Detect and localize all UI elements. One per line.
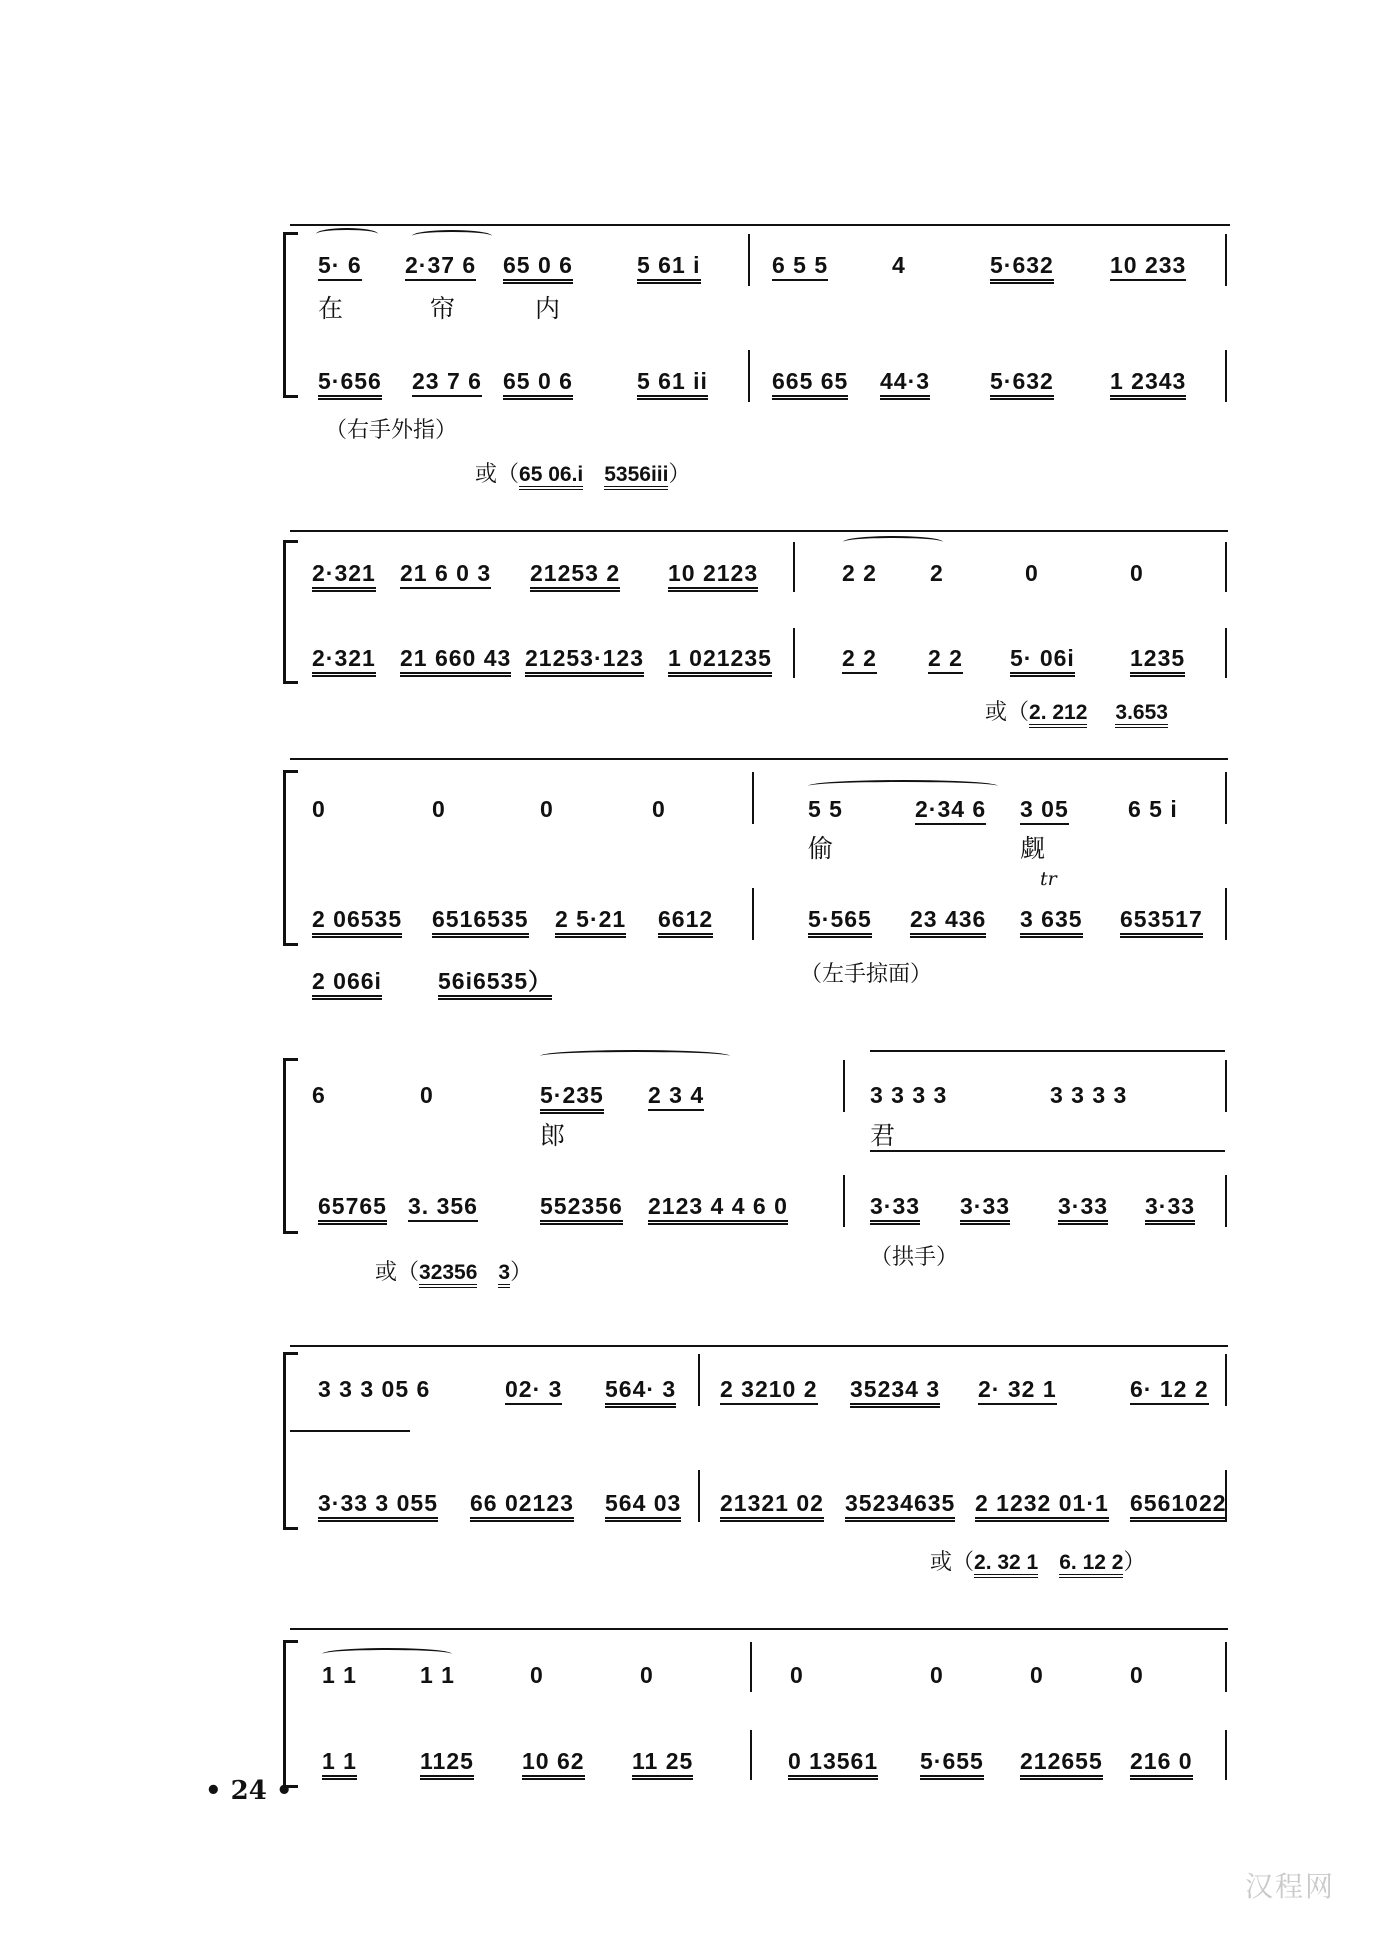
vocal-note: 2 3210 2 xyxy=(720,1376,818,1405)
vocal-note: 0 xyxy=(432,796,446,822)
vocal-note: 0 xyxy=(530,1662,544,1688)
lyric: 觑 xyxy=(1020,834,1046,863)
accomp-note: 23 436 xyxy=(910,906,986,938)
system-bracket xyxy=(283,232,298,398)
barline xyxy=(1225,350,1227,402)
vocal-note: 0 xyxy=(930,1662,944,1688)
alternate-passage: 或（2. 32 1 6. 12 2） xyxy=(930,1550,1145,1576)
accomp-note: 3. 356 xyxy=(408,1193,478,1222)
barline xyxy=(843,1060,845,1112)
lyric: 郎 xyxy=(540,1121,566,1150)
accomp-note: 1 021235 xyxy=(668,645,772,677)
accomp-note: 2 5·21 xyxy=(555,906,626,938)
performance-note: （右手外指） xyxy=(325,418,458,443)
vocal-note: 02· 3 xyxy=(505,1376,562,1405)
vocal-note: 5·632 xyxy=(990,252,1054,284)
vocal-note: 35234 3 xyxy=(850,1376,940,1408)
vocal-note: 3 3 3 3 xyxy=(1050,1082,1128,1108)
barline xyxy=(793,628,795,678)
accomp-note: 11 25 xyxy=(632,1748,693,1780)
vocal-note: 2·321 xyxy=(312,560,376,592)
accomp-note: 3·33 3 055 xyxy=(318,1490,438,1522)
vocal-note: 6 xyxy=(312,1082,326,1108)
vocal-note: 21 6 0 3 xyxy=(400,560,491,589)
accomp-note: 35234635 xyxy=(845,1490,955,1522)
accomp-note: 564 03 xyxy=(605,1490,681,1522)
vocal-note: 0 xyxy=(652,796,666,822)
vocal-note: 5·235 xyxy=(540,1082,604,1114)
accomp-note: 23 7 6 xyxy=(412,368,482,397)
trill-mark: tr xyxy=(1040,868,1057,890)
accomp-note: 5·565 xyxy=(808,906,872,938)
performance-note: （左手掠面） xyxy=(800,962,933,987)
barline xyxy=(1225,542,1227,592)
vocal-note: 0 xyxy=(790,1662,804,1688)
system-top-line xyxy=(290,758,1228,760)
vocal-note: 1 1 xyxy=(420,1662,455,1688)
accomp-note: 44·3 xyxy=(880,368,930,400)
barline xyxy=(1225,1642,1227,1692)
vocal-note: 2·34 6 xyxy=(915,796,986,825)
vocal-note: 0 xyxy=(1130,1662,1144,1688)
system-bracket xyxy=(283,540,298,684)
accomp-note: 552356 xyxy=(540,1193,623,1225)
vocal-note: 65 0 6 xyxy=(503,252,573,284)
page-number: • 24 • xyxy=(205,1776,293,1806)
vocal-note: 0 xyxy=(1130,560,1144,586)
vocal-note: 2 2 xyxy=(842,560,877,586)
alternate-note: 2 066i xyxy=(312,968,382,1000)
watermark: 汉程网 xyxy=(1244,1870,1335,1903)
barline xyxy=(698,1470,700,1522)
accomp-note: 1125 xyxy=(420,1748,474,1780)
barline xyxy=(1225,1175,1227,1227)
system-bracket xyxy=(283,1640,298,1788)
vocal-note: 21253 2 xyxy=(530,560,620,592)
accomp-note: 653517 xyxy=(1120,906,1203,938)
barline xyxy=(1225,1730,1227,1780)
performance-note: （拱手） xyxy=(870,1245,959,1270)
vocal-note: 2·37 6 xyxy=(405,252,476,281)
accomp-note: 5 61 ii xyxy=(637,368,708,400)
system-top-line xyxy=(290,224,1230,226)
lyric: 帘 xyxy=(430,294,456,323)
accomp-note: 65 0 6 xyxy=(503,368,573,400)
barline xyxy=(748,350,750,402)
accomp-note: 2123 4 4 6 0 xyxy=(648,1193,788,1225)
vocal-note: 0 xyxy=(1025,560,1039,586)
accomp-note: 3·33 xyxy=(870,1193,920,1225)
vocal-note: 1 1 xyxy=(322,1662,357,1688)
barline xyxy=(1225,1060,1227,1112)
accomp-note: 1235 xyxy=(1130,645,1185,677)
accomp-note: 212655 xyxy=(1020,1748,1103,1780)
accomp-note: 665 65 xyxy=(772,368,848,400)
accomp-note: 6612 xyxy=(658,906,713,938)
vocal-note: 0 xyxy=(540,796,554,822)
accomp-note: 5·656 xyxy=(318,368,382,400)
vocal-note: 6 5 i xyxy=(1128,796,1178,822)
vocal-note: 5· 6 xyxy=(318,252,362,281)
vocal-note: 2 xyxy=(930,560,944,586)
alternate-passage: 或（32356 3） xyxy=(375,1260,532,1286)
alternate-passage: 或（65 06.i 5356iii） xyxy=(475,462,690,488)
vocal-note: 3 05 xyxy=(1020,796,1069,825)
barline xyxy=(750,1642,752,1692)
accomp-note: 2 2 xyxy=(928,645,963,674)
vocal-note: 4 xyxy=(892,252,906,278)
vocal-note: 3 3 3 05 6 xyxy=(318,1376,431,1402)
barline xyxy=(1225,628,1227,678)
accomp-note: 21253·123 xyxy=(525,645,644,677)
lyric: 在 xyxy=(318,294,344,323)
accomp-note: 10 62 xyxy=(522,1748,585,1780)
accomp-note: 21 660 43 xyxy=(400,645,511,677)
barline xyxy=(752,888,754,940)
accomp-note: 6561022 xyxy=(1130,1490,1227,1522)
barline xyxy=(1225,234,1227,286)
accomp-note: 1 2343 xyxy=(1110,368,1186,400)
system-top-line xyxy=(290,530,1228,532)
accomp-note: 66 02123 xyxy=(470,1490,574,1522)
barline xyxy=(793,542,795,592)
system-bracket xyxy=(283,770,298,946)
accomp-note: 3·33 xyxy=(1145,1193,1195,1225)
accomp-note: 3·33 xyxy=(960,1193,1010,1225)
vocal-note: 3 3 3 3 xyxy=(870,1082,948,1108)
vocal-note: 6 5 5 xyxy=(772,252,828,281)
vocal-note: 2 3 4 xyxy=(648,1082,704,1111)
lyric: 君 xyxy=(870,1121,896,1150)
vocal-note: 10 2123 xyxy=(668,560,758,592)
barline xyxy=(752,772,754,824)
barline xyxy=(748,234,750,286)
barline xyxy=(1225,888,1227,940)
accomp-note: 0 13561 xyxy=(788,1748,878,1780)
system-top-line xyxy=(290,1345,1228,1347)
barline xyxy=(750,1730,752,1780)
accomp-note: 1 1 xyxy=(322,1748,357,1780)
accomp-note: 21321 02 xyxy=(720,1490,824,1522)
alternate-passage: 或（2. 212 3.653 xyxy=(985,700,1168,726)
vocal-note: 0 xyxy=(420,1082,434,1108)
barline xyxy=(698,1354,700,1406)
accomp-note: 2 1232 01·1 xyxy=(975,1490,1109,1522)
vocal-note: 564· 3 xyxy=(605,1376,676,1408)
accomp-note: 65765 xyxy=(318,1193,387,1225)
system-top-line xyxy=(290,1628,1228,1630)
accomp-note: 5·632 xyxy=(990,368,1054,400)
barline xyxy=(1225,772,1227,824)
accomp-note: 3 635 xyxy=(1020,906,1083,938)
accomp-note: 3·33 xyxy=(1058,1193,1108,1225)
accomp-note: 6516535 xyxy=(432,906,529,938)
lyric: 内 xyxy=(535,294,561,323)
vocal-note: 5 5 xyxy=(808,796,843,822)
vocal-note: 5 61 i xyxy=(637,252,701,284)
vocal-note: 0 xyxy=(312,796,326,822)
vocal-note: 0 xyxy=(1030,1662,1044,1688)
system-bracket xyxy=(283,1058,298,1234)
barline xyxy=(1225,1354,1227,1406)
vocal-note: 6· 12 2 xyxy=(1130,1376,1209,1405)
vocal-note: 2· 32 1 xyxy=(978,1376,1057,1405)
vocal-note: 0 xyxy=(640,1662,654,1688)
accomp-note: 5·655 xyxy=(920,1748,984,1780)
lyric: 偷 xyxy=(808,834,834,863)
accomp-note: 2 06535 xyxy=(312,906,402,938)
accomp-note: 216 0 xyxy=(1130,1748,1193,1780)
accomp-note: 5· 06i xyxy=(1010,645,1075,677)
accomp-note: 2·321 xyxy=(312,645,376,677)
accomp-note: 2 2 xyxy=(842,645,877,674)
barline xyxy=(843,1175,845,1227)
system-bracket xyxy=(283,1352,298,1530)
vocal-note: 10 233 xyxy=(1110,252,1186,281)
alternate-note: 56i6535） xyxy=(438,968,552,1000)
